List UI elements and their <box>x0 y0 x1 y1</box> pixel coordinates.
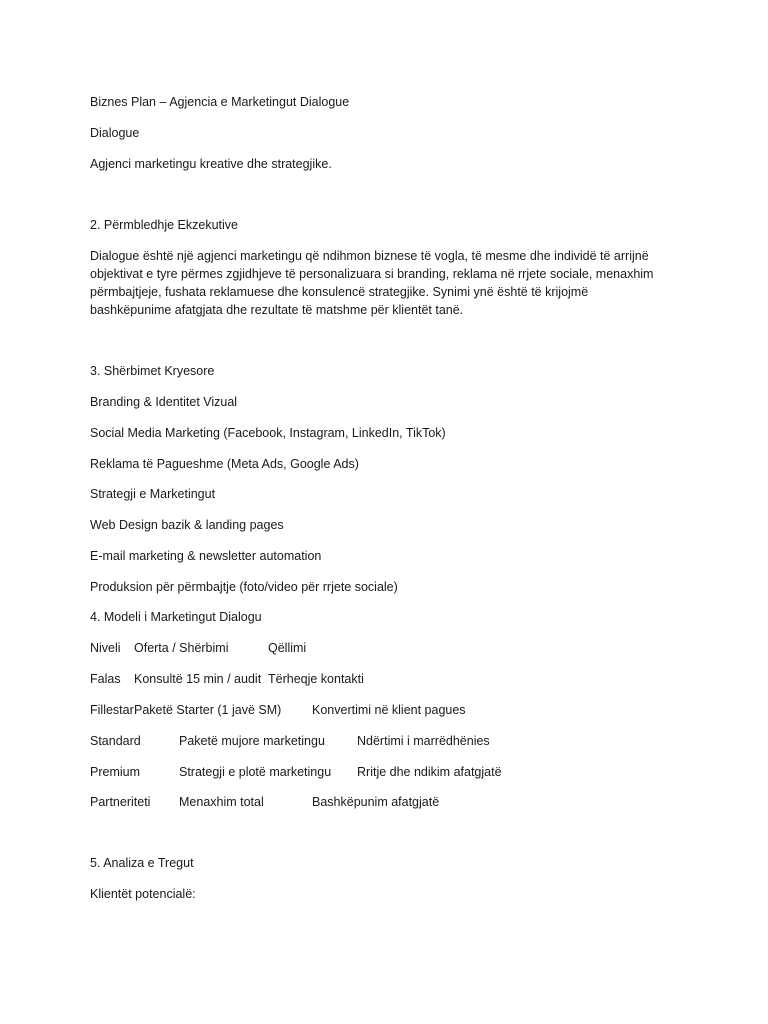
service-item: Reklama të Pagueshme (Meta Ads, Google Ads) <box>90 457 359 471</box>
section-heading-services: 3. Shërbimet Kryesore <box>90 364 215 378</box>
service-item: Produksion për përmbajtje (foto/video për rrjete sociale) <box>90 580 398 594</box>
tagline: Agjenci marketingu kreative dhe strategjike. <box>90 157 332 171</box>
table-cell: Rritje dhe ndikim afatgjatë <box>357 765 502 779</box>
service-item: Strategji e Marketingut <box>90 487 216 501</box>
potential-clients-label: Klientët potencialë: <box>90 887 196 901</box>
table-cell: Qëllimi <box>268 641 307 655</box>
service-item: E-mail marketing & newsletter automation <box>90 549 322 563</box>
table-cell: Strategji e plotë marketingu <box>179 765 332 779</box>
paragraph-line: përmbajtjeje, fushata reklamuese dhe konsulencë strategjike. Synimi ynë është të krijojmë <box>90 285 589 299</box>
table-cell: Partneriteti <box>90 795 151 809</box>
table-cell: Oferta / Shërbimi <box>134 641 229 655</box>
table-cell: Tërheqje kontakti <box>268 672 364 686</box>
executive-summary-paragraph <box>90 247 690 319</box>
table-cell: Premium <box>90 765 141 779</box>
section-heading-marketing-model: 4. Modeli i Marketingut Dialogu <box>90 610 262 624</box>
document-title: Biznes Plan – Agjencia e Marketingut Dialogue <box>90 95 350 109</box>
table-cell: Fillestar <box>90 703 134 717</box>
paragraph-line: bashkëpunime afatgjata dhe rezultate të matshme për klientët tanë. <box>90 303 464 317</box>
table-cell: Falas <box>90 672 121 686</box>
table-cell: Paketë mujore marketingu <box>179 734 325 748</box>
table-cell: Ndërtimi i marrëdhënies <box>357 734 490 748</box>
section-heading-executive-summary: 2. Përmbledhje Ekzekutive <box>90 218 238 232</box>
service-item: Social Media Marketing (Facebook, Instagram, LinkedIn, TikTok) <box>90 426 446 440</box>
table-cell: Niveli <box>90 641 121 655</box>
table-cell: Standard <box>90 734 141 748</box>
paragraph-line: Dialogue është një agjenci marketingu që ndihmon biznese të vogla, të mesme dhe individë të arrijnë <box>90 249 649 263</box>
table-cell: Paketë Starter (1 javë SM) <box>134 703 282 717</box>
table-cell: Konvertimi në klient pagues <box>312 703 466 717</box>
paragraph-line: objektivat e tyre përmes zgjidhjeve të personalizuara si branding, reklama në rrjete sociale, menaxhim <box>90 267 654 281</box>
table-cell: Konsultë 15 min / audit <box>134 672 262 686</box>
brand-name: Dialogue <box>90 126 140 140</box>
service-item: Web Design bazik & landing pages <box>90 518 284 532</box>
section-heading-market-analysis: 5. Analiza e Tregut <box>90 856 194 870</box>
service-item: Branding & Identitet Vizual <box>90 395 238 409</box>
table-cell: Bashkëpunim afatgjatë <box>312 795 440 809</box>
table-cell: Menaxhim total <box>179 795 264 809</box>
